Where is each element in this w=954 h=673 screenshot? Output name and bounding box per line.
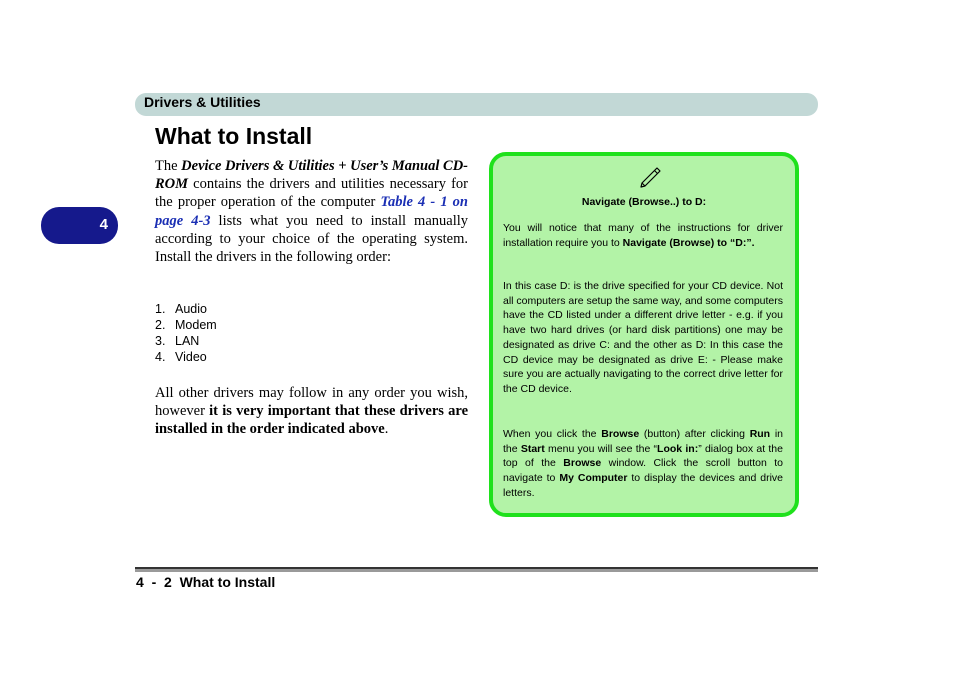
list-item-number: 3. (155, 334, 166, 348)
intro-text: lists what you need to install manually according to your choice of the operating system. Install the drivers in the following order: (155, 212, 468, 266)
note-emphasis: Browse (563, 457, 602, 470)
outro-text: . (384, 421, 389, 438)
note-text: in the (503, 428, 783, 455)
note-emphasis: My Computer (559, 472, 628, 485)
note-emphasis: Navigate (Browse) to “D:”. (622, 236, 755, 249)
install-order-list (155, 301, 217, 365)
note-text: menu you will see the “ (544, 442, 658, 455)
page-title: What to Install (155, 123, 313, 149)
list-item-label: Modem (175, 318, 217, 332)
chapter-tab (41, 207, 118, 244)
note-emphasis: Start (520, 442, 545, 455)
note-text: window. Click the scroll button to navigate to (503, 457, 784, 485)
list-item (155, 317, 217, 333)
list-item-label: Audio (175, 302, 207, 316)
intro-text: contains the drivers and utilities necessary for the proper operation of the computer (155, 176, 468, 211)
intro-paragraph (155, 157, 468, 266)
footer-page-label: 4 - 2 What to Install (136, 574, 276, 590)
list-item-label: Video (175, 350, 207, 364)
note-paragraph (503, 221, 783, 250)
note-text: You will notice that many of the instructions for driver installation require you to (503, 222, 783, 249)
list-item-number: 4. (155, 350, 166, 364)
table-reference-link[interactable]: Table 4 - 1 on page 4-3 (155, 194, 468, 229)
list-item (155, 349, 217, 365)
list-item-number: 2. (155, 318, 166, 332)
pen-icon (638, 166, 662, 188)
note-text: (button) after clicking (639, 428, 750, 440)
note-title: Navigate (Browse..) to D: (581, 196, 707, 208)
intro-text: The (155, 158, 182, 174)
note-box (489, 152, 799, 517)
chapter-number: 4 (99, 216, 108, 233)
outro-text: All other drivers may follow in any order you wish, however (155, 385, 468, 420)
note-emphasis: Browse (601, 428, 640, 440)
list-item-number: 1. (155, 302, 166, 316)
note-text: When you click the (503, 428, 602, 440)
list-item (155, 333, 217, 349)
footer-divider (135, 567, 818, 572)
cd-rom-title: Device Drivers & Utilities + User’s Manual CD-ROM (155, 158, 468, 193)
note-text: ” dialog box at the top of the (503, 442, 783, 470)
note-emphasis: Run (749, 428, 771, 440)
order-note-paragraph (155, 384, 468, 439)
list-item (155, 301, 217, 317)
note-paragraph: In this case D: is the drive specified for your CD device. Not all computers are setup the same way, and some computers have the CD listed under a different drive letter - e.g. if you have two hard drives (or hard disk partitions) one may be designated as drive C: and the other as D: In this case the CD device may be designated as drive E: - Please make sure you are actually navigating to the correct drive letter for the CD device. (503, 280, 783, 395)
list-item-label: LAN (175, 334, 200, 348)
outro-emphasis: it is very important that these drivers are installed in the order indicated above (155, 403, 469, 438)
note-emphasis: Look in: (657, 442, 699, 455)
section-header-title: Drivers & Utilities (144, 94, 261, 110)
section-header-bar (135, 93, 818, 116)
note-paragraph (503, 427, 783, 501)
note-text: to display the devices and drive letters. (503, 472, 783, 499)
